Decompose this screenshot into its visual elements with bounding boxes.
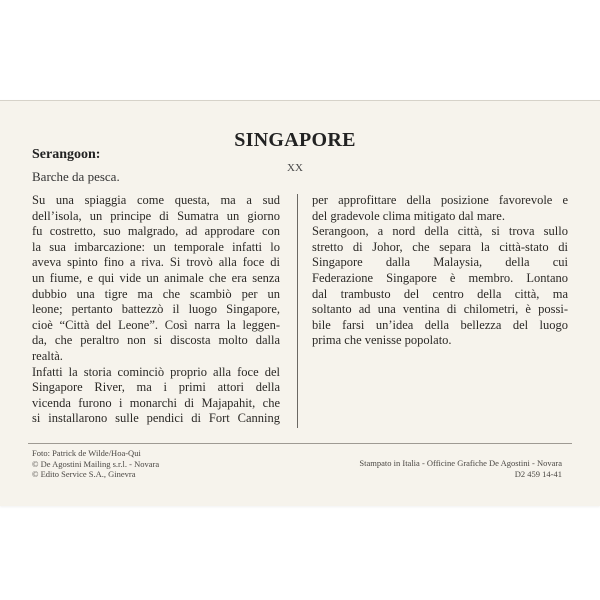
text-line: fu costretto, suo malgrado, ad approdare con <box>32 224 280 239</box>
credits <box>32 448 159 480</box>
photo-caption: Barche da pesca. <box>32 169 120 184</box>
text-line: Singapore River, ma i primi attori della <box>32 380 280 395</box>
text-line: realtà. <box>32 348 63 363</box>
photo-credit: Foto: Patrick de Wilde/Hoa-Qui <box>32 448 141 458</box>
printer-line: Stampato in Italia - Officine Grafiche De Agostini - Novara <box>359 458 562 468</box>
text-line: la sua imbarcazione: un temporale infatti lo <box>32 239 280 254</box>
text-line: prima che venisse popolato. <box>312 333 452 348</box>
text-line: dal trambusto del centro della città, ma <box>312 286 568 301</box>
text-line: Infatti la storia cominciò proprio alla foce del <box>32 364 280 379</box>
text-line: leone; pertanto battezzò il luogo Singapore, <box>32 302 280 317</box>
text-line: Federazione Singapore è membro. Lontano <box>312 270 568 285</box>
product-code: D2 459 14-41 <box>514 468 562 479</box>
text-line: bile farsi un’idea della bellezza del luogo <box>312 317 568 332</box>
text-line: dubbio una tigre ma che scambiò per un <box>32 286 280 301</box>
card-title: SINGAPORE <box>234 129 356 151</box>
text-line: Su una spiaggia come questa, ma a sud <box>32 193 280 207</box>
text-column-left <box>32 193 280 427</box>
text-line: cioè “Città del Leone”. Così narra la leggen- <box>32 317 280 332</box>
text-column-right <box>312 193 568 349</box>
subject-heading: Serangoon: <box>32 147 101 162</box>
text-line: per approfittare della posizione favorevole e <box>312 193 568 207</box>
text-line: dell’isola, un principe di Sumatra un giorno <box>32 208 280 223</box>
copyright-line: © Edito Service S.A., Ginevra <box>32 469 136 479</box>
text-line: del gradevole clima mitigato dal mare. <box>312 208 505 223</box>
text-line: Serangoon, a nord della città, si trova sullo <box>312 224 568 239</box>
text-line: vicenda furono i monarchi di Majapahit, che <box>32 395 280 410</box>
text-line: stretto di Johor, che separa la città-stato di <box>312 239 568 254</box>
card-number: XX <box>287 162 303 174</box>
text-line: aveva spinto fino a riva. Si trovò alla foce di <box>32 255 280 270</box>
text-line: da, che peraltro non si discosta molto dalla <box>32 333 280 348</box>
text-line: un fiume, e qui vide un animale che era senza <box>32 270 280 285</box>
copyright-line: © De Agostini Mailing s.r.l. - Novara <box>32 458 160 469</box>
text-line: si installarono sulle pendici di Fort Canning <box>32 411 280 426</box>
footer-rule <box>28 443 572 444</box>
text-line: soltanto ad una ventina di chilometri, è possi- <box>312 302 568 317</box>
print-info <box>300 458 562 479</box>
text-line: Singapore dalla Malaysia, della cui <box>312 255 568 270</box>
column-divider <box>297 194 298 428</box>
